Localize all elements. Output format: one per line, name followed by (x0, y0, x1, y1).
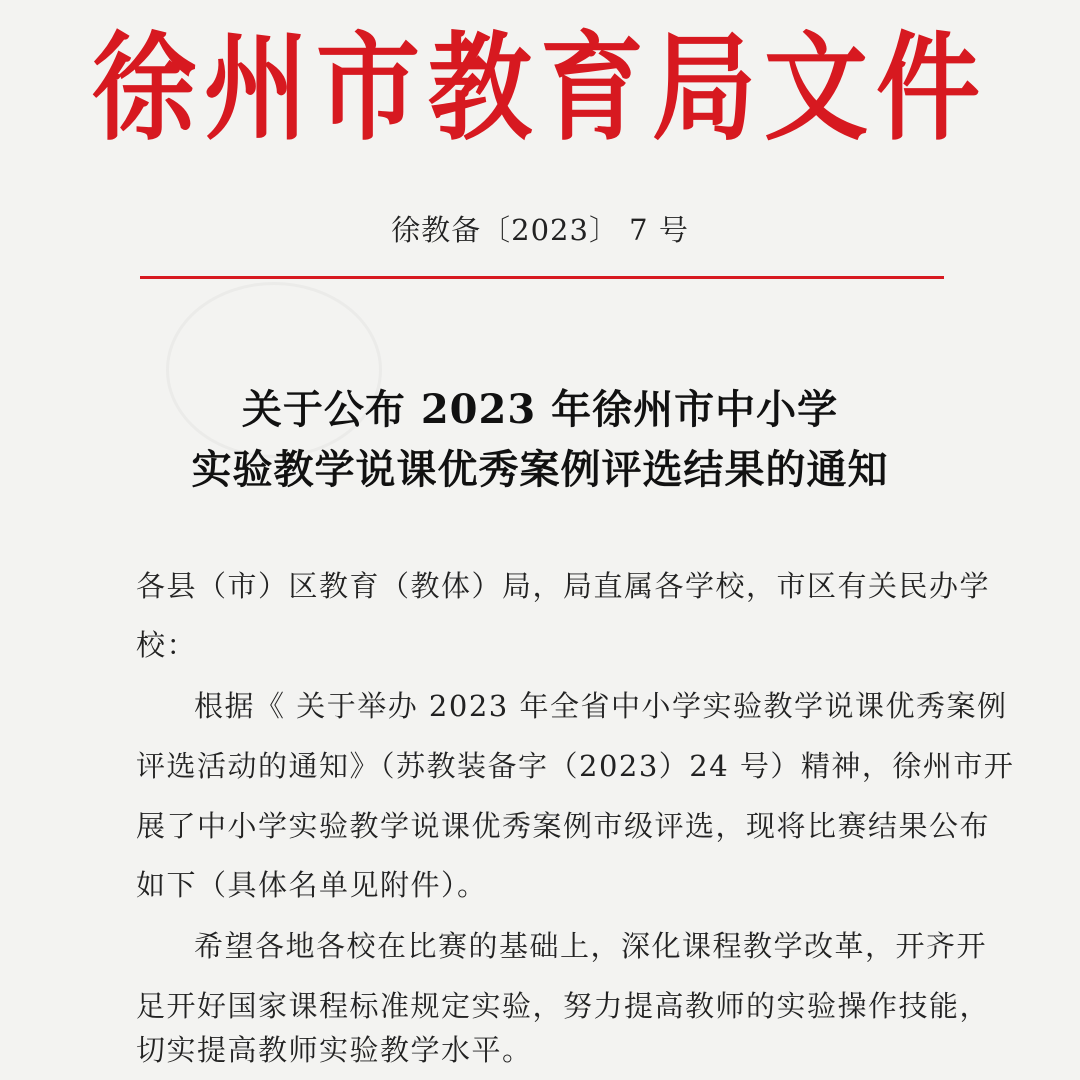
notice-title-line-1: 关于公布 2023 年徐州市中小学 (241, 386, 839, 433)
body-line-para2-2: 足开好国家课程标准规定实验，努力提高教师的实验操作技能， (136, 989, 991, 1023)
body-line-para2-1: 希望各地各校在比赛的基础上，深化课程教学改革，开齐开 (194, 929, 988, 963)
body-line-para1-4: 如下（具体名单见附件）。 (136, 868, 488, 902)
notice-title-line-2: 实验教学说课优秀案例评选结果的通知 (191, 446, 889, 493)
red-divider-line (140, 276, 944, 279)
document-number: 徐教备〔2023〕 7 号 (391, 213, 689, 247)
body-line-addressee: 各县（市）区教育（教体）局，局直属各学校，市区有关民办学 (136, 569, 991, 603)
body-line-para1-3: 展了中小学实验教学说课优秀案例市级评选，现将比赛结果公布 (136, 809, 991, 843)
issuing-authority-title: 徐州市教育局文件 (91, 18, 988, 157)
body-line-addressee-cont: 校： (136, 628, 198, 662)
body-line-para2-3: 切实提高教师实验教学水平。 (136, 1033, 533, 1067)
body-line-para1-1: 根据《 关于举办 2023 年全省中小学实验教学说课优秀案例 (194, 689, 1008, 723)
body-line-para1-2: 评选活动的通知》（苏教装备字（2023）24 号）精神，徐州市开 (136, 749, 1015, 783)
